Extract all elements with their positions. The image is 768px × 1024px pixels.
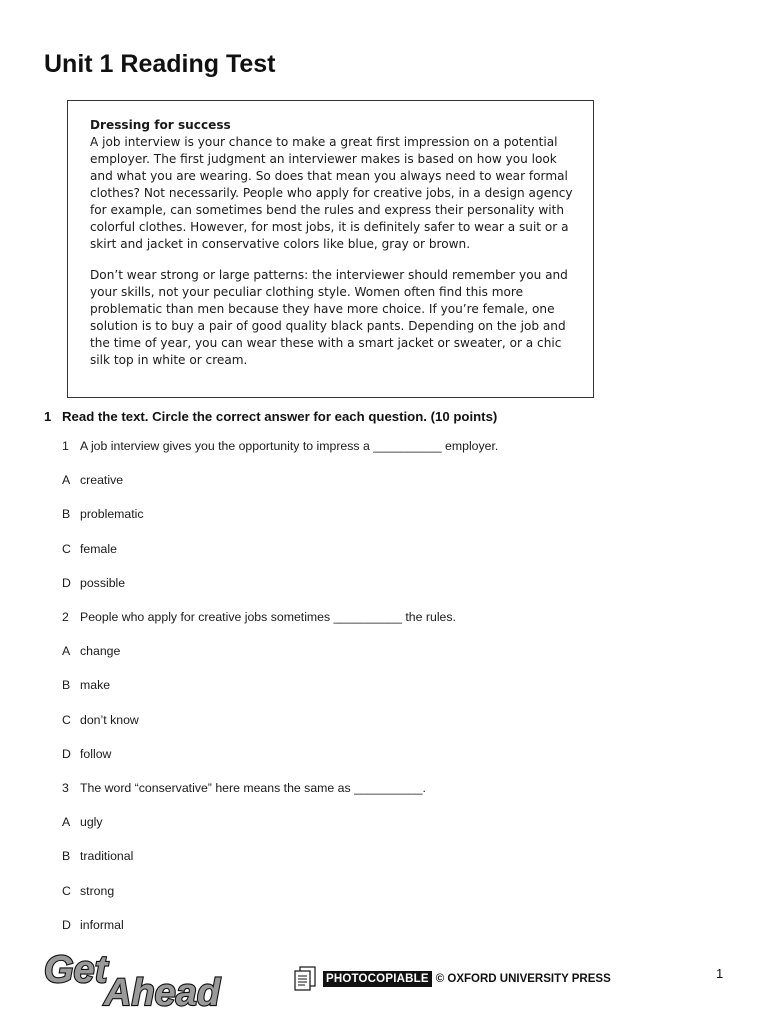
option-letter: D <box>62 917 71 932</box>
option-text: female <box>80 541 117 556</box>
option-letter: A <box>62 815 71 830</box>
photocopy-icon <box>293 966 317 992</box>
logo-word-get: Get <box>44 949 108 991</box>
question-number: 1 <box>62 439 69 453</box>
option-letter: C <box>62 883 71 898</box>
get-ahead-logo <box>42 948 252 1010</box>
question-text: A job interview gives you the opportunity to impress a __________ employer. <box>80 439 499 453</box>
option-text: don’t know <box>80 712 139 727</box>
copyright-notice <box>293 966 611 992</box>
option-text: strong <box>80 883 115 898</box>
exercise-instruction-text: Read the text. Circle the correct answer for each question. (10 points) <box>62 409 498 424</box>
reading-passage-text-1: A job interview is your chance to make a great first impression on a potential employer. The first judgment an interviewer makes is based on how you look and what you are wearing. So does that mean you always need to wear formal clothes? Not necessarily. People who apply for creative jobs, in a design agency for example, can sometimes bend the rules and express their personality with colorful clothes. However, for most jobs, it is definitely safer to wear a suit or a skirt and jacket in conservative colors like blue, gray or brown. <box>90 135 573 251</box>
option-letter: C <box>62 541 71 556</box>
option-text: make <box>80 678 111 693</box>
exercise-instruction <box>44 409 497 424</box>
question-text: People who apply for creative jobs sometimes __________ the rules. <box>80 610 456 624</box>
option-letter: D <box>62 746 71 761</box>
photocopiable-badge: PHOTOCOPIABLE <box>323 971 432 987</box>
option-letter: C <box>62 712 71 727</box>
option-text: traditional <box>80 849 134 864</box>
reading-passage-heading: Dressing for success <box>90 118 231 132</box>
option-letter: B <box>62 678 71 693</box>
option-text: problematic <box>80 507 144 522</box>
exercise-number: 1 <box>44 409 52 424</box>
option-letter: D <box>62 575 71 590</box>
option-text: follow <box>80 746 112 761</box>
publisher-credit: © OXFORD UNIVERSITY PRESS <box>435 973 611 985</box>
option-text: creative <box>80 473 124 488</box>
option-text: ugly <box>80 815 103 830</box>
reading-passage-paragraph-1 <box>90 117 583 253</box>
question-number: 2 <box>62 610 69 624</box>
option-text: informal <box>80 917 124 932</box>
logo-word-ahead: Ahead <box>104 972 221 1010</box>
option-text: change <box>80 644 121 659</box>
page-title: Unit 1 Reading Test <box>44 50 276 78</box>
page-number: 1 <box>716 966 724 981</box>
option-letter: B <box>62 849 71 864</box>
reading-passage-box <box>67 100 594 398</box>
question-text: The word “conservative” here means the same as __________. <box>80 781 426 795</box>
question-number: 3 <box>62 781 69 795</box>
option-letter: B <box>62 507 71 522</box>
reading-passage-paragraph-2: Don’t wear strong or large patterns: the interviewer should remember you and your skills, not your peculiar clothing style. Women often find this more problematic than men because they have more choice. If you’re female, one solution is to buy a pair of good quality black pants. Depending on the job and the time of year, you can wear these with a smart jacket or sweater, or a chic silk top in white or cream. <box>90 268 568 367</box>
option-text: possible <box>80 575 126 590</box>
option-letter: A <box>62 644 71 659</box>
option-letter: A <box>62 473 71 488</box>
